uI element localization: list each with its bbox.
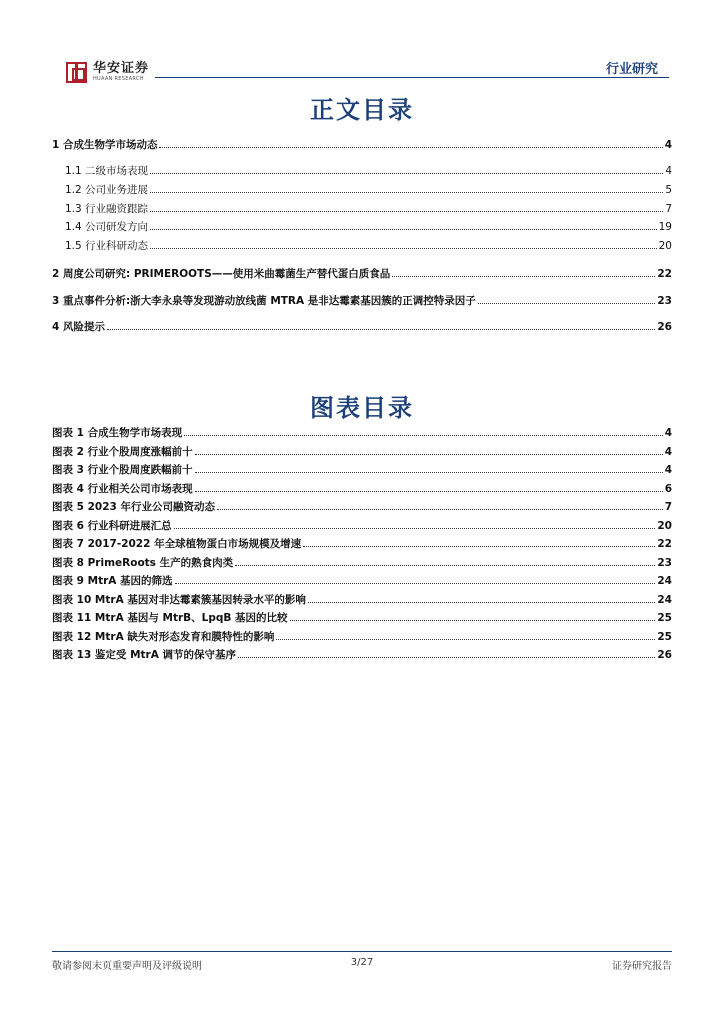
figure-entry-label: 图表 2 行业个股周度涨幅前十 (52, 445, 193, 458)
logo-seal-icon (66, 62, 87, 83)
figure-entry-page: 25 (657, 630, 672, 643)
toc-entry[interactable] (52, 182, 672, 201)
figure-entry[interactable] (52, 629, 672, 648)
toc-entry-page: 20 (658, 240, 672, 253)
toc-entry-label: 1 合成生物学市场动态 (52, 139, 158, 151)
figure-entry-label: 图表 3 行业个股周度跌幅前十 (52, 464, 193, 476)
logo-chinese-name: 华安证券 (93, 61, 150, 76)
figure-entry[interactable] (52, 499, 672, 518)
toc-entry-page: 26 (657, 321, 672, 334)
logo-english-name: HUAAN RESEARCH (93, 76, 144, 82)
dot-leader (217, 509, 663, 510)
dot-leader (195, 491, 663, 492)
figure-entry[interactable] (52, 462, 672, 481)
toc-entry-label: 2 周度公司研究: PRIMEROOTS——使用米曲霉菌生产替代蛋白质食品 (52, 268, 391, 281)
footer-disclaimer: 敬请参阅末页重要声明及评级说明 (52, 961, 202, 972)
dot-leader (107, 329, 655, 330)
dot-leader (478, 303, 656, 304)
dot-leader (159, 147, 662, 148)
figure-entry-page: 20 (657, 519, 672, 532)
toc-entry-page: 22 (657, 268, 672, 281)
header-divider (155, 77, 669, 78)
figure-entry[interactable] (52, 444, 672, 463)
figure-entry-label: 图表 4 行业相关公司市场表现 (52, 482, 193, 495)
dot-leader (150, 248, 657, 249)
company-logo (66, 62, 149, 83)
figure-entry-label: 图表 9 MtrA 基因的筛选 (52, 575, 173, 587)
figure-entry-page: 24 (657, 593, 672, 606)
figure-entry-page: 26 (657, 649, 672, 661)
figure-entry-page: 25 (657, 612, 672, 624)
figure-entry-label: 图表 12 MtrA 缺失对形态发育和膜特性的影响 (52, 630, 275, 643)
figure-entry-page: 23 (657, 556, 672, 569)
toc-entry-label: 3 重点事件分析:浙大李永泉等发现游动放线菌 MTRA 是非达霉素基因簇的正调控特录因子 (52, 294, 476, 307)
toc-entry-page: 4 (664, 139, 672, 151)
figure-entry-page: 4 (664, 427, 672, 439)
toc-entry-page: 23 (657, 294, 672, 307)
toc-entry[interactable] (52, 266, 672, 293)
footer-divider (52, 951, 672, 952)
toc-entry[interactable] (52, 201, 672, 220)
figure-entry-label: 图表 8 PrimeRoots 生产的熟食肉类 (52, 556, 234, 569)
toc-entry-page: 19 (658, 221, 672, 234)
figure-entry-label: 图表 7 2017-2022 年全球植物蛋白市场规模及增速 (52, 538, 302, 550)
footer-doc-type: 证券研究报告 (612, 961, 672, 972)
figure-entry[interactable] (52, 425, 672, 444)
dot-leader (150, 173, 663, 174)
figure-entry[interactable] (52, 518, 672, 537)
figure-entry[interactable] (52, 573, 672, 592)
dot-leader (195, 454, 663, 455)
dot-leader (276, 639, 655, 640)
toc-entry-label: 1.3 行业融资跟踪 (65, 202, 149, 215)
figure-entry[interactable] (52, 481, 672, 500)
toc-entry-label: 1.2 公司业务进展 (65, 183, 149, 196)
dot-leader (150, 229, 657, 230)
figure-entry-page: 24 (657, 575, 672, 587)
dot-leader (238, 657, 655, 658)
figure-entry-label: 图表 1 合成生物学市场表现 (52, 427, 183, 439)
figure-entry-label: 图表 13 鉴定受 MtrA 调节的保守基序 (52, 649, 237, 661)
toc-entry[interactable] (52, 238, 672, 266)
toc-entry[interactable] (52, 319, 672, 339)
figure-entry-label: 图表 11 MtrA 基因与 MtrB、LpqB 基因的比较 (52, 612, 288, 624)
figure-entry[interactable] (52, 555, 672, 574)
dot-leader (303, 546, 655, 547)
dot-leader (290, 620, 656, 621)
figure-entry[interactable] (52, 592, 672, 611)
toc-entry-label: 1.5 行业科研动态 (65, 240, 149, 253)
figure-entry[interactable] (52, 536, 672, 555)
dot-leader (150, 192, 663, 193)
figure-entry-label: 图表 6 行业科研进展汇总 (52, 519, 172, 532)
page-number: 3/27 (350, 957, 374, 968)
figure-entry-label: 图表 5 2023 年行业公司融资动态 (52, 501, 215, 513)
figure-entry-page: 6 (664, 482, 672, 495)
toc-title: 正文目录 (310, 95, 414, 124)
toc-entry[interactable] (52, 219, 672, 238)
figure-entry[interactable] (52, 610, 672, 629)
toc-entry[interactable] (52, 163, 672, 182)
toc-entry-page: 4 (665, 165, 672, 177)
toc-entry-page: 5 (665, 183, 672, 196)
dot-leader (150, 211, 663, 212)
figure-entry-page: 7 (664, 501, 672, 513)
toc-entry-label: 1.1 二级市场表现 (65, 165, 149, 177)
figure-entry-page: 22 (657, 538, 672, 550)
dot-leader (235, 565, 655, 566)
toc-entry-page: 7 (665, 202, 672, 215)
toc-entry-label: 1.4 公司研发方向 (65, 221, 149, 234)
dot-leader (308, 602, 656, 603)
dot-leader (184, 435, 663, 436)
dot-leader (195, 472, 663, 473)
figure-list-title: 图表目录 (310, 393, 414, 422)
toc-entry-label: 4 风险提示 (52, 321, 105, 334)
toc-entry[interactable] (52, 293, 672, 320)
toc-entry[interactable] (52, 137, 672, 163)
dot-leader (175, 583, 656, 584)
dot-leader (174, 528, 656, 529)
figure-entry-label: 图表 10 MtrA 基因对非达霉素簇基因转录水平的影响 (52, 593, 306, 606)
dot-leader (392, 276, 655, 277)
report-type-label: 行业研究 (605, 62, 658, 77)
figure-entry-page: 4 (664, 445, 672, 458)
figure-list (52, 425, 672, 666)
toc-list (52, 137, 672, 339)
figure-entry-page: 4 (664, 464, 672, 476)
figure-entry[interactable] (52, 647, 672, 666)
page-header (0, 0, 724, 100)
